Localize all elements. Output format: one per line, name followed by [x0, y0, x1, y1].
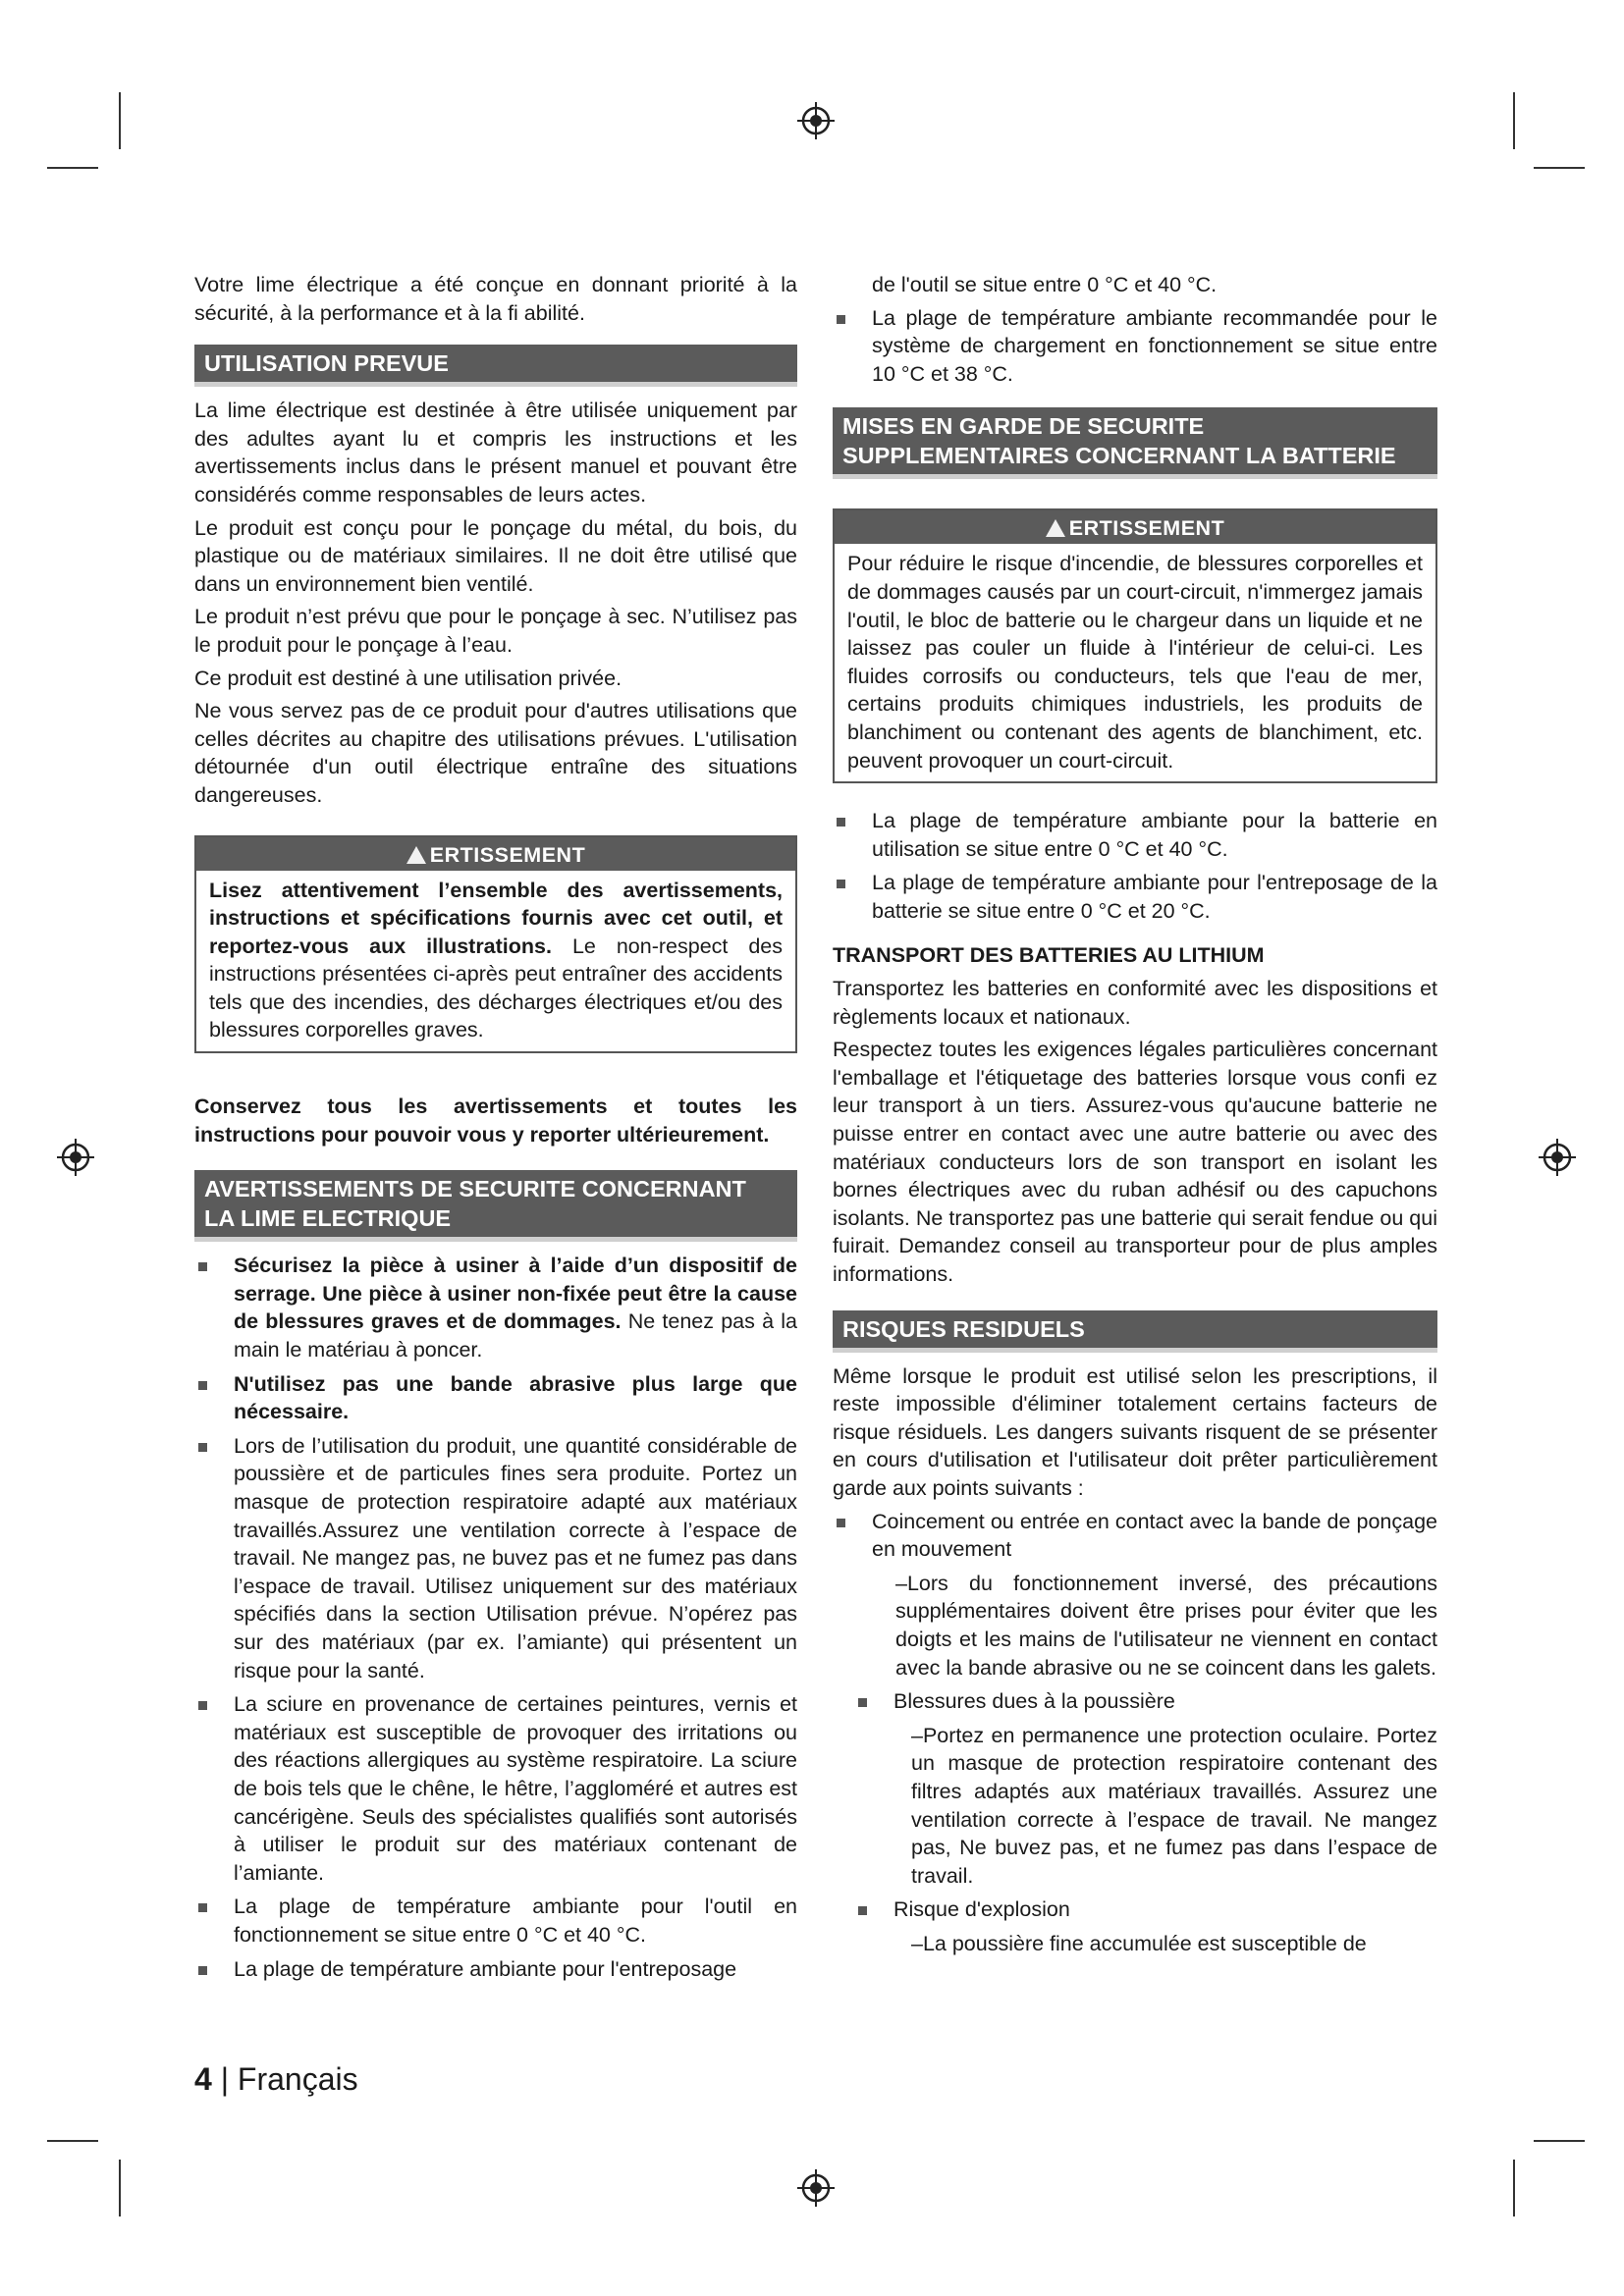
- crop-mark: [47, 2140, 98, 2142]
- intro-paragraph: Votre lime électrique a été conçue en donnant priorité à la sécurité, à la performance et à la fi abilité.: [194, 273, 797, 325]
- heading-line: SUPPLEMENTAIRES CONCERNANT LA BATTERIE: [842, 443, 1396, 469]
- paragraph: La lime électrique est destinée à être utilisée uniquement par des adultes ayant lu et compris les instructions et les avertissements inclus dans le présent manuel et pouvant être considérés comme responsables de leurs actes.: [194, 399, 797, 507]
- right-column: [833, 271, 1437, 1964]
- registration-mark-icon: [57, 1139, 94, 1176]
- list-item: Lors de l’utilisation du produit, une quantité considérable de poussière et de particules fines sera produite. Portez un masque de protection respiratoire adapté aux matériaux travaillés.Assurez une ventilation correcte à l’espace de travail. Ne mangez pas, ne buvez pas et ne fumez pas dans l’espace de travail. Utilisez uniquement sur des matériaux spécifiés dans la section Utilisation prévue. N’opérez pas sur des matériaux (par ex. l’amiante) qui présentent un risque pour la santé.: [194, 1432, 797, 1684]
- warning-triangle-icon: [1046, 519, 1065, 537]
- battery-list: [833, 807, 1437, 925]
- risk-list: [833, 1508, 1437, 1564]
- warning-heading: ERTISSEMENT: [1068, 516, 1225, 541]
- continuation-text: de l'outil se situe entre 0 °C et 40 °C.: [872, 273, 1218, 296]
- footer-separator: |: [211, 2061, 238, 2097]
- left-column: [194, 271, 797, 1989]
- risk-list: [833, 1896, 1437, 1924]
- crop-mark: [1534, 167, 1585, 169]
- page-number: 4: [194, 2061, 212, 2097]
- conserve-instructions: Conservez tous les avertissements et toutes les instructions pour pouvoir vous y reporter ultérieurement.: [194, 1095, 797, 1147]
- registration-mark-icon: [1539, 1139, 1576, 1176]
- list-item: Risque d'explosion: [854, 1896, 1437, 1924]
- registration-mark-icon: [797, 2169, 835, 2207]
- list-item: La plage de température ambiante pour l'entreposage: [194, 1955, 797, 1984]
- warning-heading: ERTISSEMENT: [429, 842, 586, 867]
- paragraph: Même lorsque le produit est utilisé selon les prescriptions, il reste impossible d'éliminer totalement certains facteurs de risque résiduels. Les dangers suivants risquent de se présenter en cours d'utilisation et l'utilisateur doit prêter particulièrement garde aux points suivants :: [833, 1363, 1437, 1500]
- list-item: Blessures dues à la poussière: [854, 1687, 1437, 1716]
- list-item: La plage de température ambiante recommandée pour le système de chargement en fonctionnement se situe entre 10 °C et 38 °C.: [833, 304, 1437, 389]
- transport-heading: TRANSPORT DES BATTERIES AU LITHIUM: [833, 942, 1265, 967]
- paragraph: Respectez toutes les exigences légales particulières concernant l'emballage et l'étiquetage des batteries lorsque vous confi ez leur transport à un tiers. Assurez-vous qu'aucune batterie ne puisse entrer en contact avec une autre batterie ou avec des matériaux conducteurs lors de son transport en isolant les bornes électriques avec du ruban adhésif ou des capuchons isolants. Ne transportez pas une batterie qui serait fendue ou qui fuirait. Demandez conseil au transporteur pour de plus amples informations.: [833, 1038, 1437, 1287]
- warning-triangle-icon: [406, 846, 426, 864]
- warning-header: [835, 510, 1435, 544]
- charger-list: [833, 304, 1437, 389]
- warning-plain-text: Le non-respect des instructions présentées ci-après peut entraîner des accidents tels que des incendies, des décharges électriques et/ou des blessures corporelles graves.: [209, 934, 784, 1042]
- heading-line: LA LIME ELECTRIQUE: [204, 1205, 452, 1232]
- crop-mark: [1534, 2140, 1585, 2142]
- list-item: La sciure en provenance de certaines peintures, vernis et matériaux est susceptible de provoquer des irritations ou des réactions allergiques au système respiratoire. La sciure de bois tels que le chêne, le hêtre, l’aggloméré et autres est cancérigène. Seuls des spécialistes qualifiés sont autorisés à utiliser le produit sur des matériaux contenant de l’amiante.: [194, 1690, 797, 1887]
- list-item: La plage de température ambiante pour l'entreposage de la batterie se situe entre 0 °C et 20 °C.: [833, 869, 1437, 925]
- crop-mark: [1513, 2160, 1515, 2216]
- section-heading-risques: RISQUES RESIDUELS: [833, 1310, 1437, 1353]
- warning-text: [209, 877, 783, 1045]
- paragraph: Transportez les batteries en conformité avec les dispositions et règlements locaux et nationaux.: [833, 977, 1437, 1029]
- list-item: Coincement ou entrée en contact avec la bande de ponçage en mouvement: [833, 1508, 1437, 1564]
- warning-bold-text: Lisez attentivement l’ensemble des avertissements, instructions et spécifications fournis avec cet outil, et reportez-vous aux illustrations.: [209, 878, 783, 958]
- paragraph: Ne vous servez pas de ce produit pour d'autres utilisations que celles décrites au chapitre des utilisations prévues. L'utilisation détournée d'un outil électrique entraîne des situations dangereuses.: [194, 699, 797, 807]
- sub-item: –La poussière fine accumulée est susceptible de: [911, 1931, 1367, 1955]
- warning-header: [196, 837, 795, 871]
- safety-list: [194, 1252, 797, 1983]
- section-heading-batterie: [833, 407, 1437, 479]
- registration-mark-icon: [797, 102, 835, 139]
- sub-item: –Lors du fonctionnement inversé, des précautions supplémentaires doivent être prises pour éviter que les doigts et les mains de l'utilisateur ne viennent en contact avec la bande abrasive ou ne se coincent dans les galets.: [895, 1571, 1437, 1680]
- list-item: La plage de température ambiante pour l'outil en fonctionnement se situe entre 0 °C et 40 °C.: [194, 1893, 797, 1949]
- crop-mark: [1513, 92, 1515, 149]
- footer-language: Français: [237, 2061, 358, 2097]
- warning-box: [833, 508, 1437, 783]
- list-item: La plage de température ambiante pour la batterie en utilisation se situe entre 0 °C et 40 °C.: [833, 807, 1437, 863]
- paragraph: Le produit est conçu pour le ponçage du métal, du bois, du plastique ou de matériaux similaires. Il ne doit être utilisé que dans un environnement bien ventilé.: [194, 515, 797, 596]
- sub-item: –Portez en permanence une protection oculaire. Portez un masque de protection respiratoire contenant des filtres adaptés aux matériaux travaillés. Assurez une ventilation correcte à l’espace de travail. Ne mangez pas, Ne buvez pas, et ne fumez pas dans l’espace de travail.: [911, 1723, 1437, 1888]
- warning-text: Pour réduire le risque d'incendie, de blessures corporelles et de dommages causés par un court-circuit, n'immergez jamais l'outil, le bloc de batterie ou le chargeur dans un liquide et ne laissez pas couler un fluide à l'intérieur de celui-ci. Les fluides corrosifs ou conducteurs, tels que l'eau de mer, certains produits chimiques industriels, les produits de blanchiment ou contenant des agents de blanchiment, etc. peuvent provoquer un court-circuit.: [847, 552, 1423, 773]
- section-heading-avertissements: [194, 1170, 797, 1242]
- crop-mark: [119, 2160, 121, 2216]
- list-item: Sécurisez la pièce à usiner à l’aide d’un dispositif de serrage. Une pièce à usiner non-fixée peut être la cause de blessures graves et de dommages. Ne tenez pas à la main le matériau à poncer.: [194, 1252, 797, 1363]
- heading-line: MISES EN GARDE DE SECURITE: [842, 413, 1205, 440]
- crop-mark: [119, 92, 121, 149]
- heading-line: AVERTISSEMENTS DE SECURITE CONCERNANT: [204, 1176, 746, 1202]
- page-footer: [194, 2061, 358, 2098]
- list-item: N'utilisez pas une bande abrasive plus large que nécessaire.: [194, 1370, 797, 1426]
- warning-box: [194, 835, 797, 1054]
- crop-mark: [47, 167, 98, 169]
- paragraph: Le produit n’est prévu que pour le ponçage à sec. N’utilisez pas le produit pour le ponçage à l’eau.: [194, 605, 797, 657]
- paragraph: Ce produit est destiné à une utilisation privée.: [194, 666, 623, 690]
- section-heading-utilisation: UTILISATION PREVUE: [194, 345, 797, 387]
- risk-list: [833, 1687, 1437, 1716]
